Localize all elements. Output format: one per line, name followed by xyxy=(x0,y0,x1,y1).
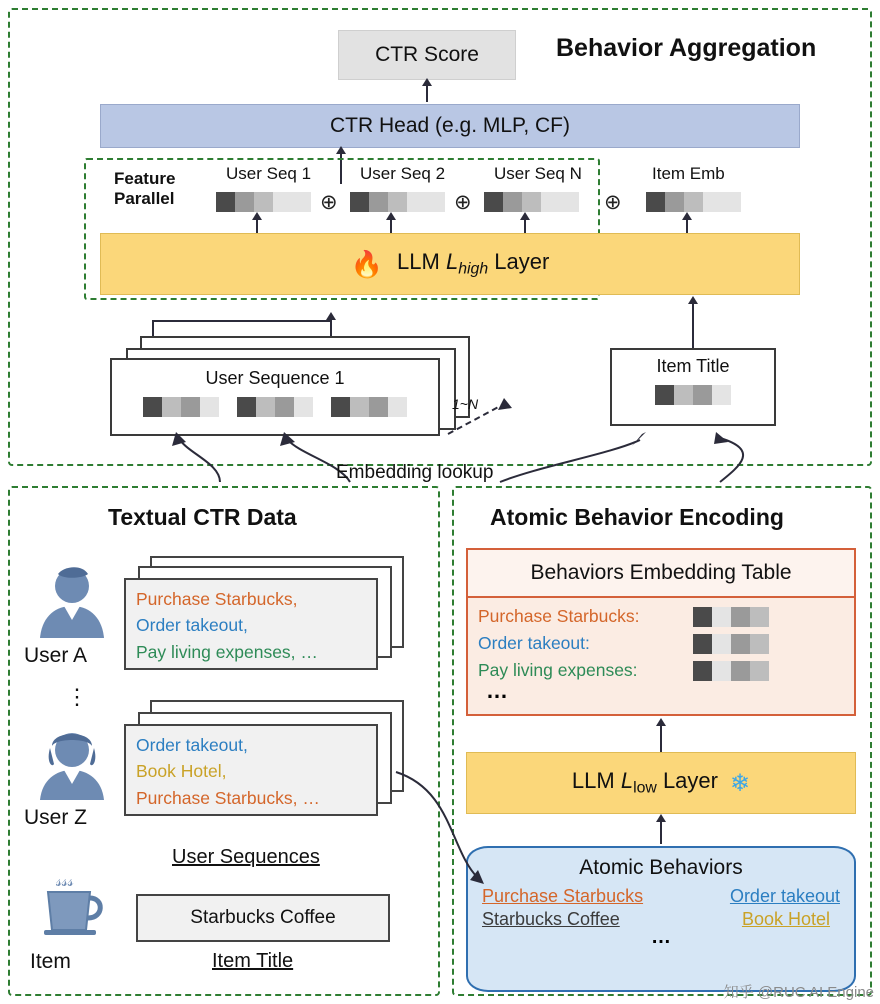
atomic-item: Order takeout xyxy=(729,886,840,906)
embedding-chip xyxy=(693,661,712,681)
embedding-chip xyxy=(560,192,579,212)
arrowhead-llmlow-to-table xyxy=(656,718,666,726)
embedding-chip xyxy=(388,397,407,417)
embedding-lookup-label: Embedding lookup xyxy=(336,462,494,483)
llm-low-sub: low xyxy=(633,779,657,797)
user-sequence-card-title: User Sequence 1 xyxy=(205,368,345,388)
list-item: Purchase Starbucks, xyxy=(136,589,298,609)
embedding-group xyxy=(143,397,219,417)
sequence-range-label: 1~N xyxy=(452,396,479,412)
embedding-chip xyxy=(541,192,560,212)
user-seq-2-label: User Seq 2 xyxy=(360,164,446,183)
embedding-chip xyxy=(750,661,769,681)
embedding-chip xyxy=(275,397,294,417)
embedding-chip xyxy=(693,385,712,405)
item-title-value: Starbucks Coffee xyxy=(190,907,336,928)
user-z-label: User Z xyxy=(24,806,87,829)
user-sequence-card-embeddings xyxy=(112,397,438,417)
list-item: Order takeout, xyxy=(136,615,248,636)
llm-low-l: L xyxy=(620,768,634,794)
sequences-to-atomic-curve xyxy=(392,760,502,900)
embedding-chip xyxy=(235,192,254,212)
embedding-chip xyxy=(331,397,350,417)
atomic-behaviors-row-1 xyxy=(468,880,854,907)
llm-high-sub: high xyxy=(458,260,489,278)
behavior-aggregation-title: Behavior Aggregation xyxy=(556,34,817,62)
user-z-avatar xyxy=(34,724,110,807)
embedding-chip xyxy=(294,397,313,417)
embedding-chip xyxy=(407,192,426,212)
svg-text:𝓈𝓈𝓈: 𝓈𝓈𝓈 xyxy=(56,871,74,890)
ctr-head-box: CTR Head (e.g. MLP, CF) xyxy=(100,104,800,148)
embedding-chip xyxy=(200,397,219,417)
embedding-group xyxy=(331,397,407,417)
user-seq-1-embedding xyxy=(216,192,311,212)
atomic-item: Purchase Starbucks xyxy=(482,886,644,906)
embedding-chip xyxy=(712,661,731,681)
behavior-embedding xyxy=(693,661,769,681)
behaviors-embedding-table xyxy=(466,548,856,716)
arrow-ctrhead-to-score xyxy=(426,84,428,102)
feature-parallel-label-line1: Feature xyxy=(114,169,176,188)
vertical-ellipsis: ⋮ xyxy=(66,684,88,709)
embedding-chip xyxy=(722,192,741,212)
embedding-chip xyxy=(712,385,731,405)
item-embedding xyxy=(646,192,741,212)
arrow-llmhigh-to-seq1 xyxy=(256,218,258,234)
atomic-behaviors-ellipsis: … xyxy=(651,926,671,948)
behavior-embedding xyxy=(693,634,769,654)
atomic-behavior-encoding-title: Atomic Behavior Encoding xyxy=(490,504,784,530)
embedding-chip xyxy=(426,192,445,212)
ctr-score-box: CTR Score xyxy=(338,30,516,80)
embedding-chip xyxy=(350,397,369,417)
arrowhead-itemtitle-to-llmhigh xyxy=(688,296,698,304)
atomic-item: Book Hotel xyxy=(741,909,830,929)
embedding-chip xyxy=(522,192,541,212)
arrowhead-features-to-ctrhead xyxy=(336,146,346,154)
snowflake-icon: ❄ xyxy=(729,769,751,797)
user-a-avatar xyxy=(34,562,110,645)
llm-low-layer-box xyxy=(466,752,856,814)
embedding-chip xyxy=(750,634,769,654)
arrow-llmhigh-to-seq2 xyxy=(390,218,392,234)
embedding-chip xyxy=(693,607,712,627)
llm-high-l: L xyxy=(445,249,459,275)
arrow-llmlow-to-table xyxy=(660,724,662,752)
embedding-chip xyxy=(292,192,311,212)
user-seq-n-label: User Seq N xyxy=(494,164,582,183)
item-label: Item xyxy=(30,950,71,973)
embedding-chip xyxy=(655,385,674,405)
llm-high-suffix: Layer xyxy=(488,249,550,275)
item-emb-label: Item Emb xyxy=(652,164,725,183)
embedding-chip xyxy=(731,661,750,681)
arrow-itemtitle-to-llmhigh xyxy=(692,300,694,350)
atomic-behaviors-cylinder xyxy=(466,846,856,992)
list-item: Book Hotel, xyxy=(136,761,227,782)
user-sequences-caption: User Sequences xyxy=(172,846,320,868)
llm-high-prefix: LLM xyxy=(397,249,446,275)
arrowhead-llmhigh-to-seqn xyxy=(520,212,530,220)
arrowhead-atomic-to-llmlow xyxy=(656,814,666,822)
user-a-card-front xyxy=(124,578,378,670)
embedding-chip xyxy=(388,192,407,212)
behaviors-table-ellipsis: … xyxy=(486,678,508,703)
plus-icon-1: ⊕ xyxy=(320,191,338,214)
embedding-chip xyxy=(674,385,693,405)
embedding-chip xyxy=(162,397,181,417)
embedding-chip xyxy=(665,192,684,212)
embedding-chip xyxy=(731,634,750,654)
embedding-chip xyxy=(646,192,665,212)
llm-high-label xyxy=(397,249,549,278)
behavior-name: Order takeout: xyxy=(478,633,590,653)
textual-ctr-data-title: Textual CTR Data xyxy=(108,504,297,530)
embedding-chip xyxy=(256,397,275,417)
table-row xyxy=(468,659,854,682)
atomic-behaviors-title: Atomic Behaviors xyxy=(579,856,743,879)
fire-icon: 🔥 xyxy=(350,248,384,279)
user-z-behavior-list xyxy=(126,726,376,817)
item-title-card-title: Item Title xyxy=(656,356,730,376)
embedding-chip xyxy=(703,192,722,212)
user-a-behavior-list xyxy=(126,580,376,671)
item-title-box xyxy=(136,894,390,942)
embedding-chip xyxy=(369,192,388,212)
list-item: Pay living expenses, … xyxy=(136,641,318,662)
watermark: 知乎 @RUC AI Engine xyxy=(723,984,874,1001)
table-row xyxy=(468,605,854,628)
behaviors-embedding-table-title: Behaviors Embedding Table xyxy=(468,550,854,598)
arrowhead-llmhigh-to-itememb xyxy=(682,212,692,220)
arrowhead-llmhigh-to-seq1 xyxy=(252,212,262,220)
item-title-card xyxy=(610,348,776,426)
feature-parallel-label-line2: Parallel xyxy=(114,189,175,208)
user-z-card-front xyxy=(124,724,378,816)
embedding-chip xyxy=(254,192,273,212)
embedding-chip xyxy=(750,607,769,627)
embedding-chip xyxy=(731,607,750,627)
list-item: Purchase Starbucks, … xyxy=(136,787,320,808)
item-mug-icon xyxy=(38,866,108,943)
behavior-name: Pay living expenses: xyxy=(478,660,638,680)
list-item: Order takeout, xyxy=(136,735,248,755)
arrowhead-usersequence-to-llmhigh xyxy=(326,312,336,320)
embedding-group xyxy=(237,397,313,417)
arrowhead-ctrhead-to-score xyxy=(422,78,432,86)
embedding-chip xyxy=(350,192,369,212)
embedding-chip xyxy=(369,397,388,417)
user-a-label: User A xyxy=(24,644,88,667)
plus-icon-2: ⊕ xyxy=(454,191,472,214)
table-row xyxy=(468,632,854,655)
user-seq-n-embedding xyxy=(484,192,579,212)
embedding-chip xyxy=(273,192,292,212)
behavior-embedding xyxy=(693,607,769,627)
arrow-llmhigh-to-seqn xyxy=(524,218,526,234)
bus-line-sequences xyxy=(152,320,332,322)
embedding-chip xyxy=(216,192,235,212)
arrow-llmhigh-to-itememb xyxy=(686,218,688,234)
embedding-chip xyxy=(693,634,712,654)
behavior-name: Purchase Starbucks: xyxy=(478,606,640,626)
llm-low-suffix: Layer xyxy=(656,768,718,794)
llm-high-layer-box xyxy=(100,233,800,295)
embedding-chip xyxy=(684,192,703,212)
arrowhead-llmhigh-to-seq2 xyxy=(386,212,396,220)
embedding-chip xyxy=(484,192,503,212)
embedding-chip xyxy=(237,397,256,417)
user-seq-2-embedding xyxy=(350,192,445,212)
item-title-card-embeddings xyxy=(612,385,774,405)
embedding-group xyxy=(655,385,731,405)
atomic-item: Starbucks Coffee xyxy=(482,909,620,929)
arrow-atomic-to-llmlow xyxy=(660,820,662,844)
embedding-chip xyxy=(143,397,162,417)
llm-low-label xyxy=(572,768,718,797)
plus-icon-3: ⊕ xyxy=(604,191,622,214)
embedding-chip xyxy=(712,607,731,627)
item-title-caption: Item Title xyxy=(212,950,294,972)
embedding-chip xyxy=(181,397,200,417)
embedding-chip xyxy=(712,634,731,654)
embedding-chip xyxy=(503,192,522,212)
user-seq-1-label: User Seq 1 xyxy=(226,164,312,183)
llm-low-prefix: LLM xyxy=(571,768,621,794)
